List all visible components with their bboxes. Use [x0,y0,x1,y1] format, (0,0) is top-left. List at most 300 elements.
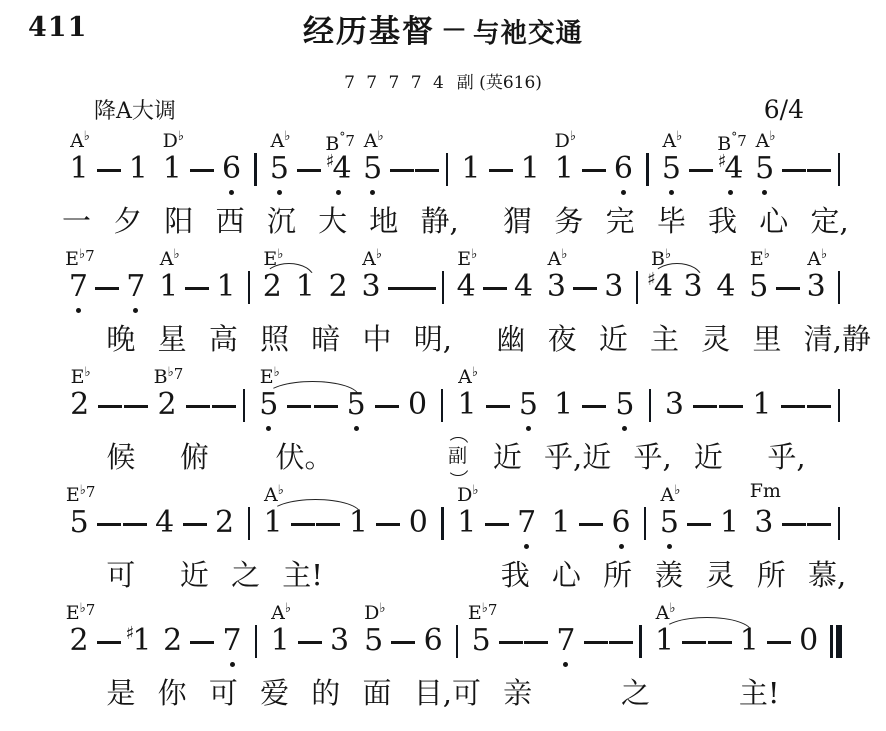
low-octave-dot [563,662,568,667]
barline [640,126,654,198]
dash-cell [412,244,436,316]
duration-dash [316,504,340,542]
note-cell [748,126,782,198]
octave-dot-slot [728,188,733,198]
dash-cell [96,480,122,552]
note-glyph: 3 [330,623,350,658]
dash-mark [499,641,523,644]
dash-mark [682,641,706,644]
dash-mark [97,523,121,526]
barline [435,362,449,434]
duration-dash [287,386,311,424]
bar-glyph [446,150,448,188]
lyric-text: 可 近 之 主! 我 心 所 羡 灵 所 慕, [62,557,847,592]
title-separator: － [440,15,467,45]
octave-dot-slot [621,188,626,198]
chord-label: $B^{^\circ 7}$ [717,130,747,155]
dash-mark [287,405,311,408]
duration-dash [391,622,415,660]
octave-dot-slot [354,424,359,434]
chord-label: D♭ [364,601,386,624]
note-cell [322,244,355,316]
duration-dash [486,386,510,424]
dash-cell [807,126,832,198]
note-glyph: 1 [461,151,481,186]
chord-label: A♭ [363,129,384,152]
note-glyph: 1 [719,505,739,540]
dash-mark [123,523,147,526]
low-octave-dot [370,190,375,195]
note-cell [509,480,543,552]
note-glyph: 0 [408,505,428,540]
bar-stroke [838,507,840,540]
dash-cell [286,362,312,434]
dash-cell [182,480,208,552]
slur-group [256,244,322,316]
barline [249,598,263,670]
barline [832,362,846,434]
dash-mark [584,641,608,644]
dash-mark [807,405,831,408]
dash-mark [95,287,119,290]
note-glyph: 1 [551,505,571,540]
chord-label: $E^{♭7}$ [467,601,498,624]
lyric-row [62,317,871,357]
bar-glyph [248,504,250,542]
duration-dash [298,622,322,660]
note-cell [256,244,289,316]
note-glyph: 5 [661,151,681,186]
barline [242,480,256,552]
note-cell [606,126,640,198]
note-glyph: 1 [128,151,148,186]
bar-glyph [254,150,256,188]
note-glyph: 3 [361,269,381,304]
duration-dash [573,268,597,306]
key-row [0,90,886,124]
note-cell [339,362,374,434]
slur-group [644,244,710,316]
note-cell [652,480,686,552]
chord-label: A♭ [662,129,683,152]
bar-glyph [646,150,648,188]
duration-dash [95,268,119,306]
note-cell [714,126,748,198]
chord-label: D♭ [162,129,185,152]
chord-label: A♭ [159,247,180,270]
bar-glyph [636,268,638,306]
duration-dash [415,150,439,188]
dash-mark [291,523,315,526]
dash-cell [581,126,606,198]
note-glyph: 1 [655,623,675,658]
note-glyph: 5 [269,151,289,186]
dash-cell [806,362,832,434]
note-glyph: 4 [456,269,476,304]
chord-label: E♭ [749,247,770,270]
bar-stroke [838,153,840,186]
octave-dot-slot [336,188,341,198]
duration-dash [485,504,509,542]
music-system [62,598,846,711]
note-glyph: 1 [457,505,477,540]
chord-label: A♭ [458,365,478,388]
note-glyph: 6 [611,505,631,540]
duration-dash [186,386,210,424]
dash-cell [316,480,342,552]
note-cell [215,126,249,198]
dash-cell [374,362,400,434]
note-glyph: 1 [69,151,89,186]
low-octave-dot [619,544,624,549]
low-octave-dot [230,662,235,667]
lyric-text: 候 俯 伏。 [62,439,445,474]
dash-mark [767,641,791,644]
note-glyph: 5 [659,505,679,540]
bar-stroke [644,507,646,540]
note-glyph: 1 [216,269,236,304]
sharp-accidental: ♯ [647,269,656,290]
note-cell [207,480,241,552]
note-glyph: 1 [295,269,315,304]
octave-dot-slot [563,660,568,670]
barline [450,598,464,670]
octave-dot-slot [619,542,624,552]
note-cell [256,480,290,552]
duration-dash [609,622,633,660]
barline [833,244,846,316]
dash-mark [124,405,148,408]
note-glyph: 3 [806,269,826,304]
barline [436,480,450,552]
note-glyph: 7 [222,623,242,658]
page-title [0,12,886,56]
dash-mark [98,405,122,408]
octave-dot-slot [762,188,767,198]
bar-stroke [254,153,256,186]
bar-stroke [441,507,443,540]
note-cell [604,480,638,552]
note-cell [263,598,297,670]
duration-dash [98,386,122,424]
dash-mark [190,169,214,172]
dash-mark [782,169,806,172]
dash-mark [693,405,717,408]
bar-glyph [456,622,458,660]
bar-stroke [830,625,832,658]
low-octave-dot [667,544,672,549]
bar-stroke [649,389,651,422]
chord-label: A♭ [755,129,776,152]
note-glyph: 3 [546,269,566,304]
duration-dash [123,504,147,542]
duration-dash [375,386,399,424]
note-cell [677,244,710,316]
barline [832,480,846,552]
duration-dash [584,622,608,660]
chord-label: D♭ [554,129,576,152]
note-cell [450,244,483,316]
chord-label: $B^{♭7}$ [153,365,184,388]
note-glyph: 2 [328,269,348,304]
dash-cell [297,598,322,670]
notation-row [62,362,846,434]
notation-row [62,126,846,198]
lyric-row [62,671,846,711]
duration-dash [807,150,831,188]
dash-cell [185,244,209,316]
dash-cell [185,362,211,434]
note-cell [62,480,96,552]
note-glyph: 1 [554,151,574,186]
note-cell [800,244,833,316]
note-glyph: 7 [556,623,576,658]
note-cell [549,598,583,670]
dash-mark [314,405,338,408]
dash-mark [97,169,121,172]
dash-cell [687,480,713,552]
dash-cell [312,362,338,434]
duration-dash [390,150,414,188]
dash-mark [708,641,732,644]
dash-mark [524,641,548,644]
note-glyph: 2 [163,623,183,658]
header [0,0,886,124]
chord-label: E♭ [259,365,280,388]
lyric-row [62,199,849,239]
sharp-accidental: ♯ [717,151,727,172]
duration-dash [97,504,121,542]
dash-mark [185,287,209,290]
duration-dash [776,268,800,306]
dash-mark [807,523,831,526]
low-octave-dot [524,544,529,549]
note-cell [732,598,766,670]
note-cell [355,244,388,316]
note-cell [323,598,357,670]
dash-cell [766,598,791,670]
dash-mark [489,169,513,172]
duration-dash [212,386,236,424]
dash-mark [186,405,210,408]
dash-mark [687,523,711,526]
note-glyph: 3 [683,269,703,304]
duration-dash [483,268,507,306]
duration-dash [499,622,523,660]
duration-dash [689,150,713,188]
dash-cell [578,480,604,552]
dash-mark [297,169,321,172]
duration-dash [781,386,805,424]
low-octave-dot [622,426,627,431]
bar-glyph [649,386,651,424]
note-glyph: 5 [259,387,279,422]
duration-dash [708,622,732,660]
dash-cell [608,598,633,670]
dash-cell [524,598,549,670]
refrain-arc-bottom [447,467,469,476]
dash-cell [391,598,416,670]
note-glyph: 1 [263,505,283,540]
dash-cell [782,126,807,198]
dash-cell [290,480,316,552]
note-glyph: 1 [457,387,477,422]
note-cell [544,480,578,552]
dash-cell [483,244,507,316]
note-cell [712,480,746,552]
dash-cell [390,126,415,198]
dash-cell [485,362,511,434]
meter-pattern: 7 7 7 7 4 [344,73,447,93]
dash-mark [212,405,236,408]
dash-mark [782,523,806,526]
duration-dash [807,386,831,424]
note-glyph: 0 [799,623,819,658]
note-cell [341,480,375,552]
duration-dash [524,622,548,660]
duration-dash [719,386,743,424]
note-glyph: 4 [513,269,534,304]
refrain-mark [447,437,469,476]
low-octave-dot [229,190,234,195]
note-glyph: 4 [716,269,736,304]
dash-cell [388,244,412,316]
dash-mark [483,287,507,290]
octave-dot-slot [524,542,529,552]
chord-label: E♭ [457,247,478,270]
note-glyph: 2 [262,269,282,304]
note-cell [540,244,573,316]
note-cell [289,244,322,316]
note-cell [657,362,692,434]
duration-dash [693,386,717,424]
note-glyph: 2 [215,505,235,540]
bar-glyph [644,504,646,542]
time-signature: 6/4 [763,95,804,124]
duration-dash [412,268,436,306]
duration-dash [807,504,831,542]
note-glyph: ♯ 1 [126,622,152,660]
note-cell [357,598,391,670]
note-glyph: ♯ 4 [647,268,673,306]
low-octave-dot [762,190,767,195]
chord-label: A♭ [807,247,828,270]
duration-dash [582,386,606,424]
octave-dot-slot [266,424,271,434]
bar-glyph [838,150,840,188]
dash-mark [316,523,340,526]
note-glyph: 7 [68,269,88,304]
dash-cell [415,126,440,198]
note-cell [597,244,630,316]
dash-mark [412,287,436,290]
duration-dash [376,504,400,542]
note-glyph: 5 [69,505,89,540]
duration-dash [97,622,121,660]
chord-label: A♭ [660,483,681,506]
duration-dash [190,622,214,660]
bar-stroke [243,389,245,422]
note-glyph: ♯ 4 [326,150,352,188]
dash-mark [609,641,633,644]
duration-dash [687,504,711,542]
low-octave-dot [354,426,359,431]
dash-cell [296,126,321,198]
dash-mark [689,169,713,172]
dash-cell [807,480,833,552]
music-system [62,480,846,593]
note-cell [507,244,540,316]
octave-dot-slot [669,188,674,198]
bar-stroke [255,625,257,658]
dash-cell [484,480,510,552]
dash-cell [718,362,744,434]
bar-glyph [442,268,444,306]
dash-cell [688,126,713,198]
dash-mark [390,169,414,172]
barline [643,362,657,434]
refrain-reference: 副 (英616) [456,73,542,93]
dash-mark [573,287,597,290]
note-glyph: 6 [221,151,242,186]
note-cell [546,362,581,434]
duration-dash [185,268,209,306]
duration-dash [97,150,121,188]
lyric-text: 晚 星 高 照 暗 中 明, 幽 夜 近 主 灵 里 清,静 [62,321,871,356]
note-glyph: 1 [270,623,290,658]
title-main: 经历基督 [302,14,435,49]
bar-stroke [838,271,840,304]
low-octave-dot [526,426,531,431]
note-cell [156,598,190,670]
lyric-text: 是 你 可 爱 的 面 目,可 亲 之 主! [62,675,780,710]
note-cell [511,362,546,434]
bar-glyph [243,386,245,424]
bar-stroke [446,153,448,186]
dash-cell [573,244,597,316]
bar-stroke [248,507,250,540]
note-cell [654,126,688,198]
dash-mark [776,287,800,290]
dash-mark [298,641,322,644]
note-cell [62,362,97,434]
note-cell [119,244,152,316]
slur-group [256,480,376,552]
note-cell [262,126,296,198]
note-cell [709,244,742,316]
chord-label: A♭ [70,129,90,152]
duration-dash [190,150,214,188]
note-glyph: 2 [69,623,89,658]
note-cell [744,362,779,434]
octave-dot-slot [133,306,138,316]
dash-cell [682,598,707,670]
refrain-mark-text: 副 [448,444,468,467]
chord-label: $E^{♭7}$ [65,601,96,624]
dash-mark [190,641,214,644]
dash-mark [376,523,400,526]
dash-mark [485,523,509,526]
barline [440,126,454,198]
dash-mark [183,523,207,526]
barline [638,480,652,552]
dash-cell [97,362,123,434]
note-cell [147,480,181,552]
chord-label: A♭ [362,247,383,270]
chord-label: A♭ [264,483,284,506]
sharp-accidental: ♯ [325,151,335,172]
octave-dot-slot [667,542,672,552]
